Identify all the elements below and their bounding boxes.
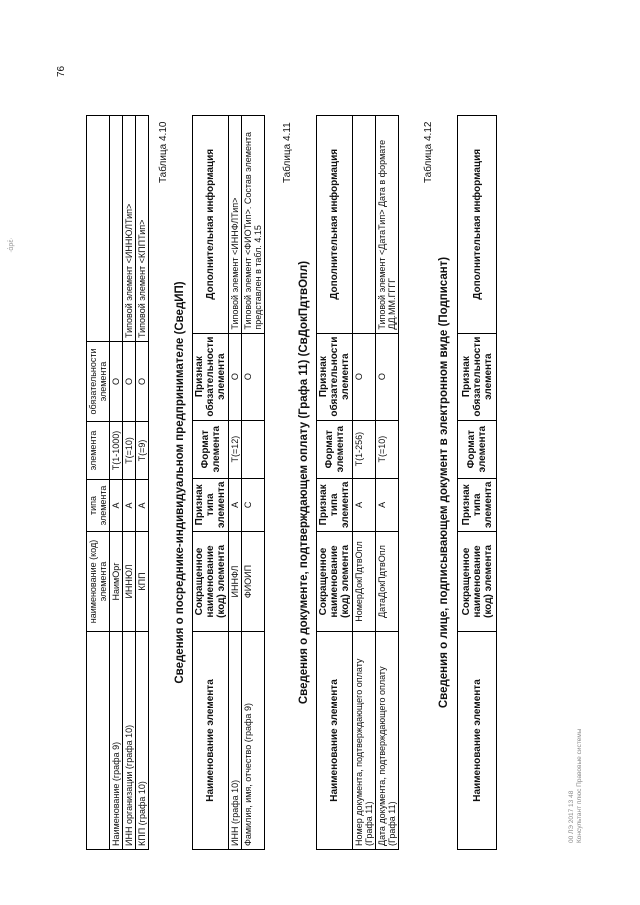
cell: А: [110, 480, 123, 532]
header-cell: типа элемента: [87, 480, 110, 532]
cell: А: [353, 478, 376, 531]
cell: Типовой элемент <ИННФЛТип>: [229, 116, 242, 334]
page-number: 76: [56, 65, 67, 77]
header-cell: Признак типа элемента: [458, 478, 497, 531]
cell: С: [242, 478, 265, 531]
stamp-line: Консультант плюс Правовые системы: [576, 728, 583, 843]
table-4-11: [316, 115, 399, 850]
cell: Типовой элемент <ДатаТип> Дата в формате ДД.ММ.ГГГГ: [376, 116, 399, 334]
cell: Т(=9): [136, 422, 149, 480]
header-cell: Сокращенное наименование (код) элемента: [317, 532, 353, 632]
table-header-row: [193, 116, 229, 850]
table-row: [353, 116, 376, 850]
cell: Номер документа, подтверждающего оплату (Графа 11): [353, 632, 376, 850]
header-cell: Формат элемента: [193, 420, 229, 478]
cell: НомерДокПдтвОпл: [353, 532, 376, 632]
cell: Типовой элемент <КППТип>: [136, 116, 149, 342]
header-cell: Сокращенное наименование (код) элемента: [193, 532, 229, 632]
cell: А: [229, 478, 242, 531]
cell: ИНН (графа 10): [229, 632, 242, 850]
cell: Т(=10): [376, 420, 399, 478]
cell: [110, 116, 123, 342]
cell: НаимОрг: [110, 532, 123, 632]
header-cell: Формат элемента: [458, 420, 497, 478]
header-cell: Формат элемента: [317, 420, 353, 478]
header-cell: обязательности элемента: [87, 342, 110, 422]
cell: О: [376, 333, 399, 420]
cell: О: [110, 342, 123, 422]
cell: Типовой элемент <ИННЮЛТип>: [123, 116, 136, 342]
cell: Т(1-256): [353, 420, 376, 478]
cell: [242, 420, 265, 478]
table-header-row: [317, 116, 353, 850]
table-4-12: [457, 115, 497, 850]
table-4-10: [192, 115, 265, 850]
cell: О: [136, 342, 149, 422]
table-header-row: [458, 116, 497, 850]
header-cell: элемента: [87, 422, 110, 480]
header-cell: Признак обязательности элемента: [193, 333, 229, 420]
cell: ДатаДокПдтвОпл: [376, 532, 399, 632]
table-row: [229, 116, 242, 850]
cell: А: [136, 480, 149, 532]
header-cell: Дополнительная информация: [193, 116, 229, 334]
cell: ФИОИП: [242, 532, 265, 632]
top-table: [86, 115, 149, 850]
cell: ИНН организации (графа 10): [123, 632, 136, 850]
cell: ИННЮЛ: [123, 532, 136, 632]
table-label: Таблица 4.10: [158, 121, 169, 183]
cell: КПП (графа 10): [136, 632, 149, 850]
cell: КПП: [136, 532, 149, 632]
header-cell: Дополнительная информация: [317, 116, 353, 334]
table-row: [136, 116, 149, 850]
header-cell: [87, 632, 110, 850]
header-cell: Дополнительная информация: [458, 116, 497, 334]
cell: Т(1-1000): [110, 422, 123, 480]
header-cell: Признак типа элемента: [317, 478, 353, 531]
cell: О: [353, 333, 376, 420]
table-label: Таблица 4.11: [282, 122, 293, 183]
stamp-line: 00 ЛЭ 2017 13 48: [568, 790, 575, 843]
cell: [353, 116, 376, 334]
header-cell: Признак обязательности элемента: [458, 333, 497, 420]
table-row: [110, 116, 123, 850]
cell: О: [123, 342, 136, 422]
cell: ИННФЛ: [229, 532, 242, 632]
header-cell: [87, 116, 110, 342]
header-cell: Наименование элемента: [317, 632, 353, 850]
section-title: Сведения о лице, подписывающем документ в электронном виде (Подписант): [438, 256, 450, 709]
watermark-stamp: [568, 729, 584, 843]
table-row: [242, 116, 265, 850]
cell: О: [229, 333, 242, 420]
cell: Дата документа, подтверждающего оплату (Графа 11): [376, 632, 399, 850]
section-title: Сведения о посреднике-индивидуальном предпринимателе (СведИП): [174, 281, 186, 684]
header-cell: Наименование элемента: [458, 632, 497, 850]
table-row: [123, 116, 136, 850]
header-cell: Признак типа элемента: [193, 478, 229, 531]
cell: Т(=12): [229, 420, 242, 478]
scan-noise: ·ἀρἐ·: [8, 237, 15, 253]
header-cell: Сокращенное наименование (код) элемента: [458, 532, 497, 632]
cell: Фамилия, имя, отчество (графа 9): [242, 632, 265, 850]
header-cell: наименование (код) элемента: [87, 532, 110, 632]
header-cell: Наименование элемента: [193, 632, 229, 850]
table-row: [376, 116, 399, 850]
section-title: Сведения о документе, подтверждающем оплату (Графа 11) (СвДокПдтвОпл): [298, 260, 310, 705]
table-label: Таблица 4.12: [423, 121, 434, 183]
cell: Наименование (графа 9): [110, 632, 123, 850]
cell: А: [123, 480, 136, 532]
header-cell: Признак обязательности элемента: [317, 333, 353, 420]
cell: Т(=10): [123, 422, 136, 480]
table-header-row: [87, 116, 110, 850]
cell: Типовой элемент <ФИОТип>. Состав элемента представлен в табл. 4.15: [242, 116, 265, 334]
cell: О: [242, 333, 265, 420]
cell: А: [376, 478, 399, 531]
